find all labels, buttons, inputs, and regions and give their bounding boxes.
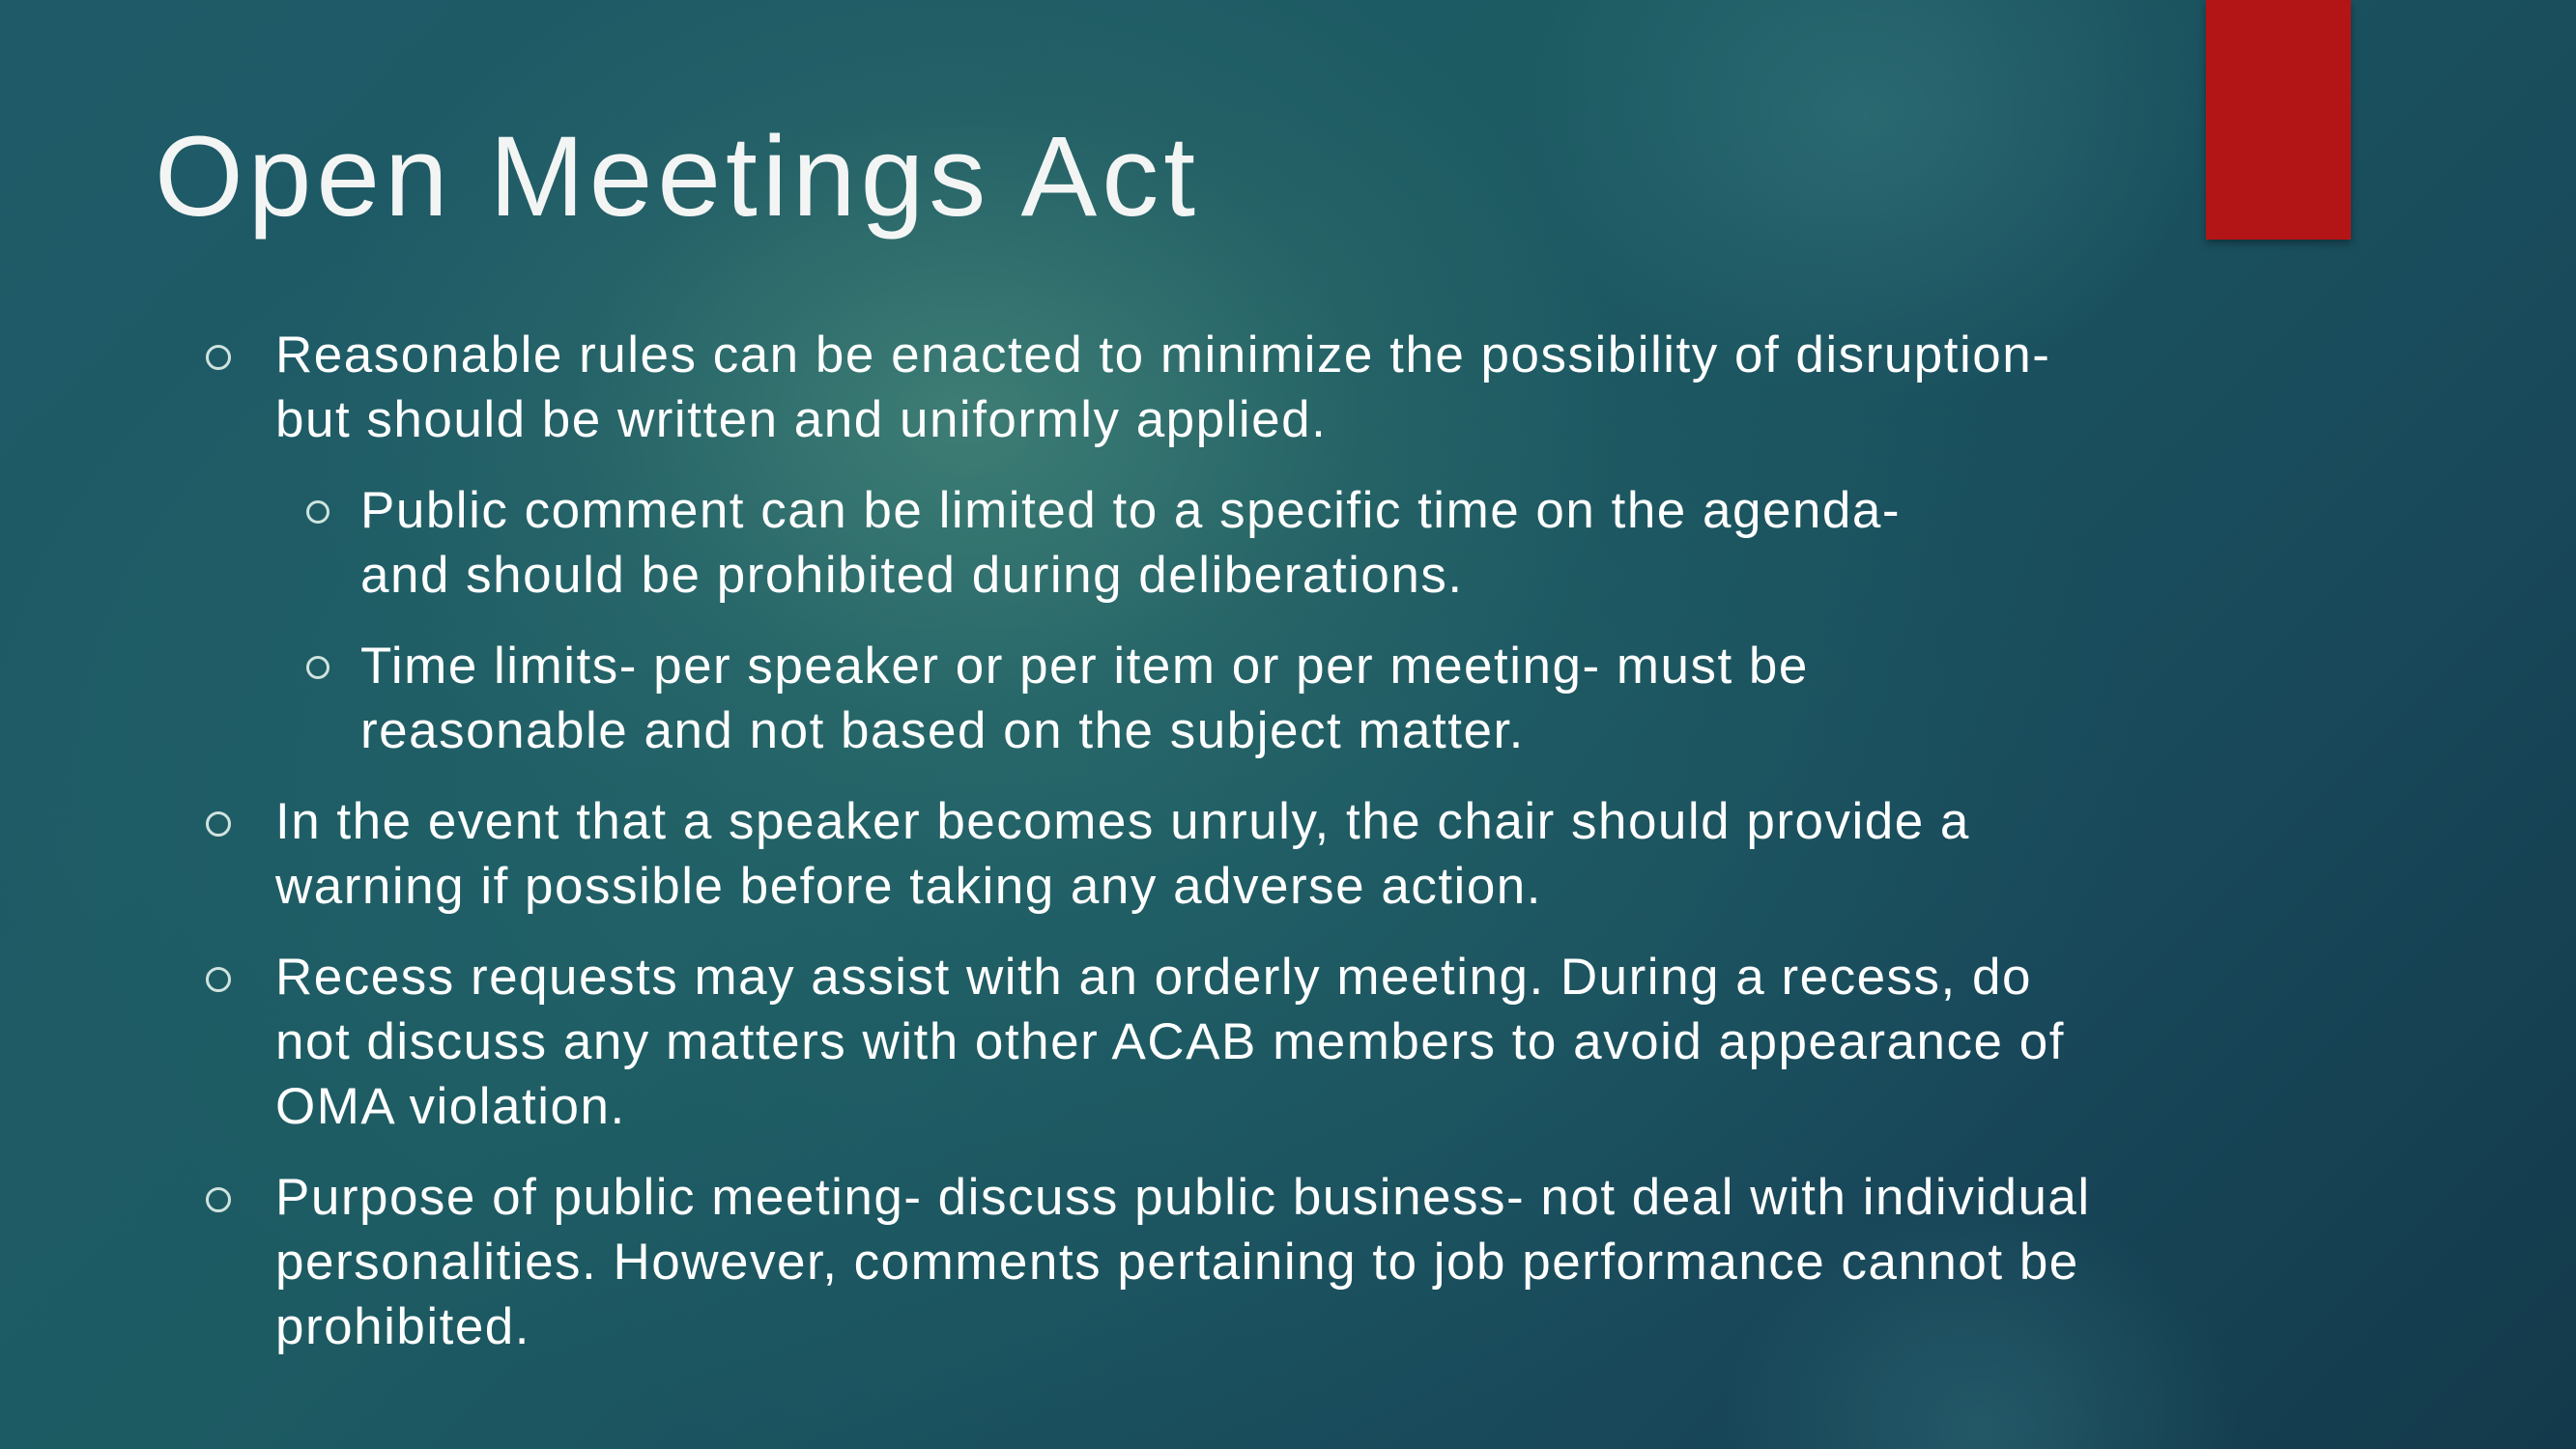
bullet-text: Recess requests may assist with an orderly meeting. During a recess, do not discuss any matters with other ACAB members to avoid appearance of OMA violation. (275, 949, 2065, 1135)
hollow-circle-icon (306, 500, 329, 524)
bullet-text: In the event that a speaker becomes unruly, the chair should provide a warning if possible before taking any adverse action. (275, 793, 1970, 915)
bullet-item (275, 323, 2111, 452)
bullet-item (275, 945, 2111, 1139)
sub-bullet-item (360, 478, 2003, 608)
bullet-item (275, 1165, 2111, 1359)
slide-title: Open Meetings Act (155, 113, 1201, 241)
bullet-text: Time limits- per speaker or per item or per meeting- must be reasonable and not based on the subject matter. (360, 638, 1809, 759)
bullet-text: Reasonable rules can be enacted to minimize the possibility of disruption- but should be written and uniformly applied. (275, 327, 2051, 448)
hollow-circle-icon (206, 345, 231, 370)
accent-bar (2206, 0, 2351, 240)
bullet-list (0, 323, 2126, 1359)
sub-bullet-item (360, 634, 2003, 763)
hollow-circle-icon (206, 1187, 231, 1212)
bullet-item (275, 789, 2111, 919)
hollow-circle-icon (306, 656, 329, 679)
hollow-circle-icon (206, 811, 231, 837)
bullet-text: Purpose of public meeting- discuss public business- not deal with individual personalities. However, comments pertaining to job performance cannot be prohibited. (275, 1169, 2091, 1355)
hollow-circle-icon (206, 967, 231, 992)
bullet-text: Public comment can be limited to a specific time on the agenda- and should be prohibited during deliberations. (360, 482, 1902, 604)
